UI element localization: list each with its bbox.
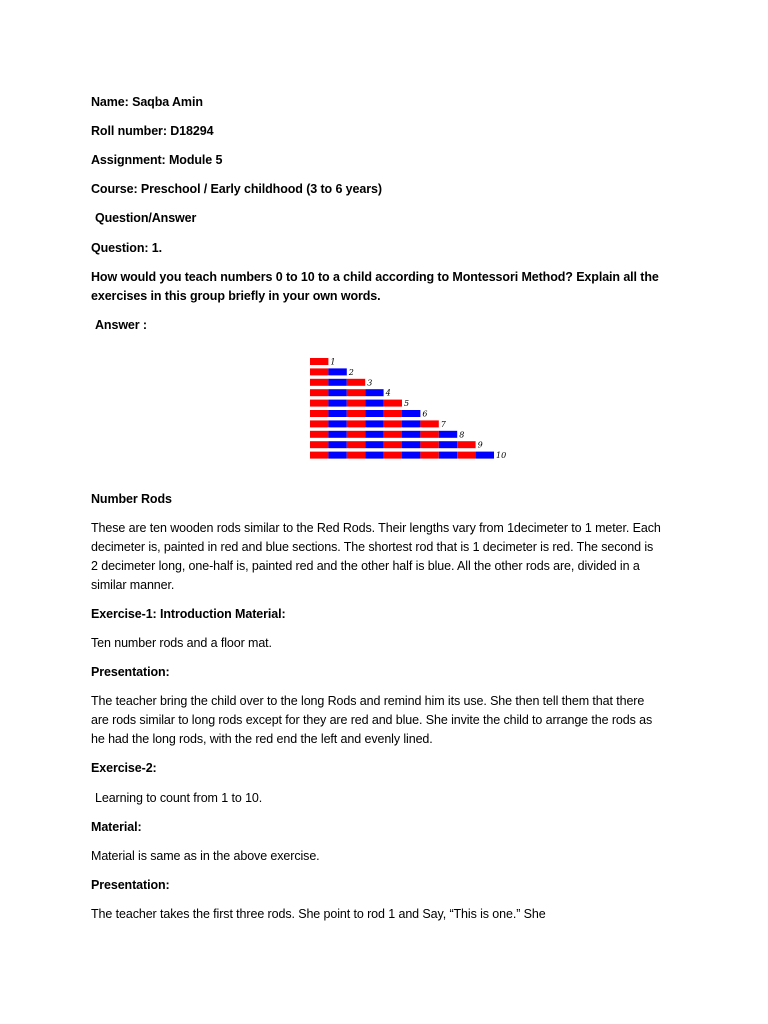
rod-segment <box>365 389 383 396</box>
rod-label-8: 8 <box>459 430 465 440</box>
course: Course: Preschool / Early childhood (3 to 6 years) <box>91 182 382 196</box>
rod-segment <box>384 420 402 427</box>
rod-segment <box>328 452 346 459</box>
rod-segment <box>310 410 328 417</box>
rod-segment <box>365 420 383 427</box>
rod-segment <box>420 431 438 438</box>
rod-segment <box>328 420 346 427</box>
rod-8 <box>310 430 464 439</box>
rod-segment <box>365 400 383 407</box>
number-rods-figure <box>300 350 520 475</box>
rod-segment <box>347 420 365 427</box>
rod-segment <box>420 441 438 448</box>
rod-segment <box>310 358 328 365</box>
rod-segment <box>347 410 365 417</box>
rod-segment <box>347 389 365 396</box>
rod-segment <box>347 441 365 448</box>
number-rods-para-line-4: similar manner. <box>91 578 175 592</box>
question-label: Question: 1. <box>91 241 163 255</box>
rod-10 <box>310 451 506 460</box>
rod-label-3: 3 <box>367 378 373 388</box>
rod-label-10: 10 <box>496 451 507 461</box>
rod-segment <box>402 441 420 448</box>
rod-segment <box>310 379 328 386</box>
rod-segment <box>328 368 346 375</box>
number-rods-para-line-1: These are ten wooden rods similar to the Red Rods. Their lengths vary from 1decimeter to 1 meter. Each <box>91 521 661 535</box>
rod-label-2: 2 <box>348 367 354 377</box>
rod-segment <box>420 420 438 427</box>
rod-segment <box>347 379 365 386</box>
exercise-1-presentation-line-1: The teacher bring the child over to the long Rods and remind him its use. She then tell them that there <box>91 694 645 708</box>
question-text-line-1: How would you teach numbers 0 to 10 to a child according to Montessori Method? Explain all the <box>91 270 659 284</box>
rod-segment <box>365 441 383 448</box>
rod-segment <box>365 452 383 459</box>
rod-segment <box>310 420 328 427</box>
rod-segment <box>328 431 346 438</box>
rod-segment <box>310 431 328 438</box>
number-rods-para-line-3: 2 decimeter long, one-half is, painted red and the other half is blue. All the other rods are, divided in a <box>91 559 640 573</box>
exercise-2-presentation-heading: Presentation: <box>91 878 170 892</box>
exercise-2-material: Material is same as in the above exercise. <box>91 849 320 863</box>
rod-segment <box>402 431 420 438</box>
roll-number: Roll number: D18294 <box>91 124 214 138</box>
rod-label-4: 4 <box>385 388 391 398</box>
exercise-1-presentation-heading: Presentation: <box>91 665 170 679</box>
rod-segment <box>347 400 365 407</box>
rod-segment <box>420 452 438 459</box>
rod-5 <box>310 399 409 408</box>
rod-segment <box>439 441 457 448</box>
number-rods-heading: Number Rods <box>91 492 172 506</box>
rod-segment <box>384 441 402 448</box>
rod-segment <box>402 410 420 417</box>
exercise-1-presentation-line-2: are rods similar to long rods except for they are red and blue. She invite the child to arrange the rods as <box>91 713 653 727</box>
rod-segment <box>384 452 402 459</box>
rod-segment <box>439 431 457 438</box>
rod-1 <box>310 358 335 367</box>
rod-segment <box>310 368 328 375</box>
qa-heading: Question/Answer <box>95 211 197 225</box>
rod-segment <box>347 431 365 438</box>
rod-segment <box>328 441 346 448</box>
rod-segment <box>439 452 457 459</box>
answer-label: Answer : <box>95 318 147 332</box>
rod-segment <box>310 452 328 459</box>
rod-segment <box>328 389 346 396</box>
rod-2 <box>310 368 354 377</box>
exercise-1-material: Ten number rods and a floor mat. <box>91 636 272 650</box>
rod-4 <box>310 389 391 398</box>
rod-segment <box>347 452 365 459</box>
rod-3 <box>310 378 372 387</box>
assignment: Assignment: Module 5 <box>91 153 223 167</box>
rod-segment <box>457 452 475 459</box>
rod-segment <box>384 400 402 407</box>
number-rods-para-line-2: decimeter is, painted in red and blue sections. The shortest rod that is 1 decimeter is red. The second is <box>91 540 654 554</box>
rod-6 <box>310 410 427 419</box>
rod-label-7: 7 <box>440 419 446 429</box>
exercise-1-heading: Exercise-1: Introduction Material: <box>91 607 286 621</box>
rod-segment <box>402 420 420 427</box>
rod-label-6: 6 <box>422 409 428 419</box>
rod-label-5: 5 <box>404 399 410 409</box>
rod-label-9: 9 <box>477 440 483 450</box>
rod-segment <box>457 441 475 448</box>
rod-segment <box>402 452 420 459</box>
rod-segment <box>365 410 383 417</box>
rod-7 <box>310 420 447 429</box>
rod-9 <box>310 441 483 450</box>
exercise-2-material-heading: Material: <box>91 820 142 834</box>
rod-label-1: 1 <box>330 357 336 367</box>
rod-segment <box>310 389 328 396</box>
rod-segment <box>328 400 346 407</box>
rod-segment <box>328 410 346 417</box>
rod-segment <box>310 400 328 407</box>
rod-segment <box>384 431 402 438</box>
question-text-line-2: exercises in this group briefly in your own words. <box>91 289 381 303</box>
rod-segment <box>328 379 346 386</box>
rod-segment <box>365 431 383 438</box>
rod-segment <box>310 441 328 448</box>
exercise-2-heading: Exercise-2: <box>91 761 157 775</box>
rod-segment <box>384 410 402 417</box>
rod-segment <box>476 452 494 459</box>
exercise-2-learning: Learning to count from 1 to 10. <box>95 791 263 805</box>
student-name: Name: Saqba Amin <box>91 95 203 109</box>
exercise-1-presentation-line-3: he had the long rods, with the red end the left and evenly lined. <box>91 732 433 746</box>
exercise-2-presentation-line: The teacher takes the first three rods. She point to rod 1 and Say, “This is one.” She <box>91 907 546 921</box>
